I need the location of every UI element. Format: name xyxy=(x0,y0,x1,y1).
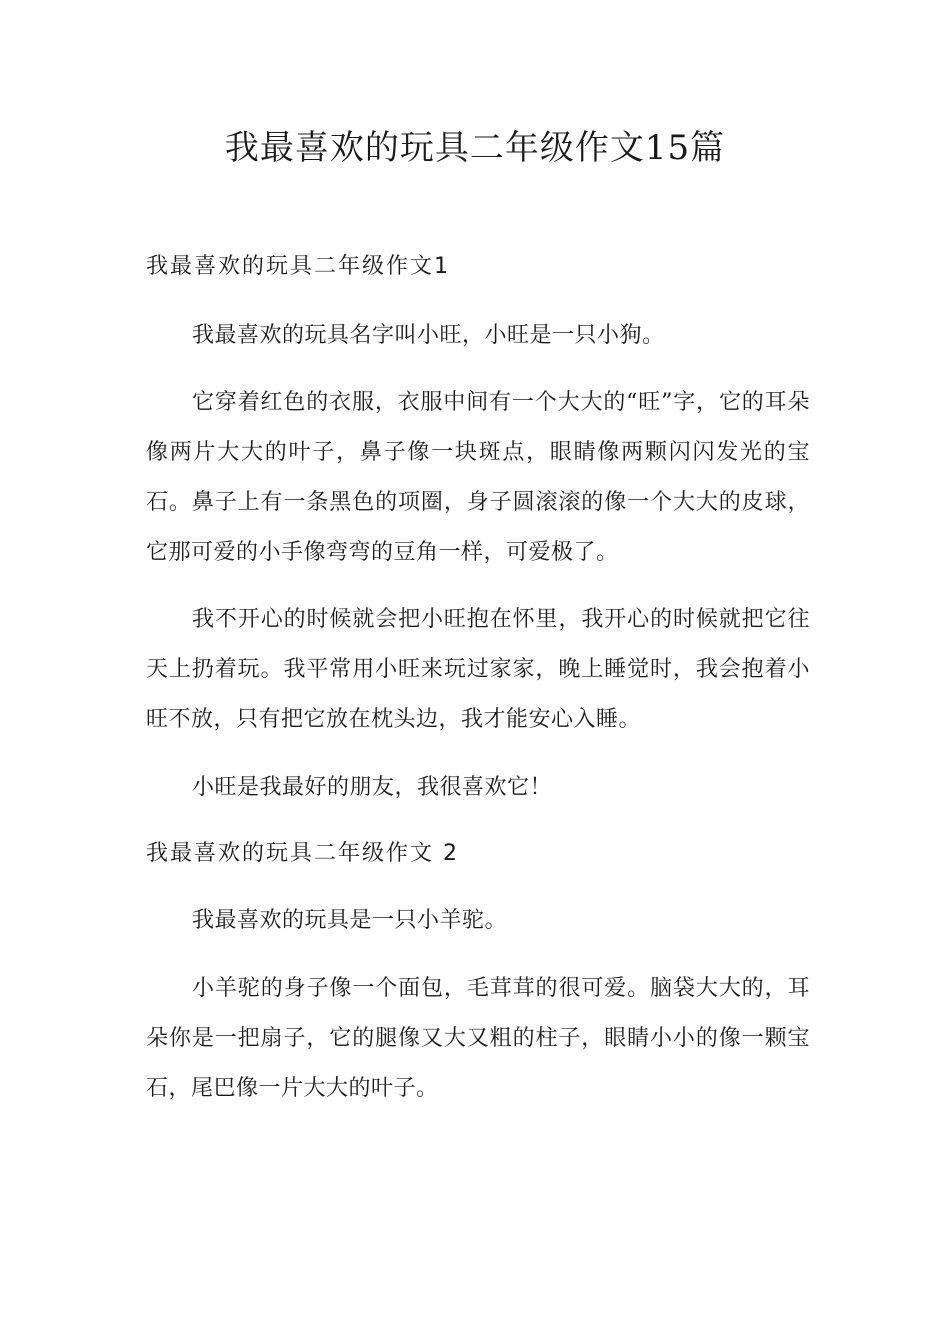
paragraph: 我不开心的时候就会把小旺抱在怀里，我开心的时候就把它往天上扔着玩。我平常用小旺来玩过家家，晚上睡觉时，我会抱着小旺不放，只有把它放在枕头边，我才能安心入睡。 xyxy=(146,607,810,732)
paragraph: 我最喜欢的玩具名字叫小旺，小旺是一只小狗。 xyxy=(192,323,665,348)
section-heading-1: 我最喜欢的玩具二年级作文1 xyxy=(146,254,450,279)
paragraph: 小旺是我最好的朋友，我很喜欢它！ xyxy=(192,775,553,800)
paragraph: 我最喜欢的玩具是一只小羊驼。 xyxy=(192,908,508,933)
document-title: 我最喜欢的玩具二年级作文15篇 xyxy=(224,128,726,168)
section-heading-2: 我最喜欢的玩具二年级作文 2 xyxy=(146,841,459,866)
paragraph: 小羊驼的身子像一个面包，毛茸茸的很可爱。脑袋大大的，耳朵你是一把扇子，它的腿像又大又粗的柱子，眼睛小小的像一颗宝石，尾巴像一片大大的叶子。 xyxy=(146,976,810,1101)
paragraph: 它穿着红色的衣服，衣服中间有一个大大的“旺”字，它的耳朵像两片大大的叶子，鼻子像一块斑点，眼睛像两颗闪闪发光的宝石。鼻子上有一条黑色的项圈，身子圆滚滚的像一个大大的皮球，它那可爱的小手像弯弯的豆角一样，可爱极了。 xyxy=(146,390,810,565)
